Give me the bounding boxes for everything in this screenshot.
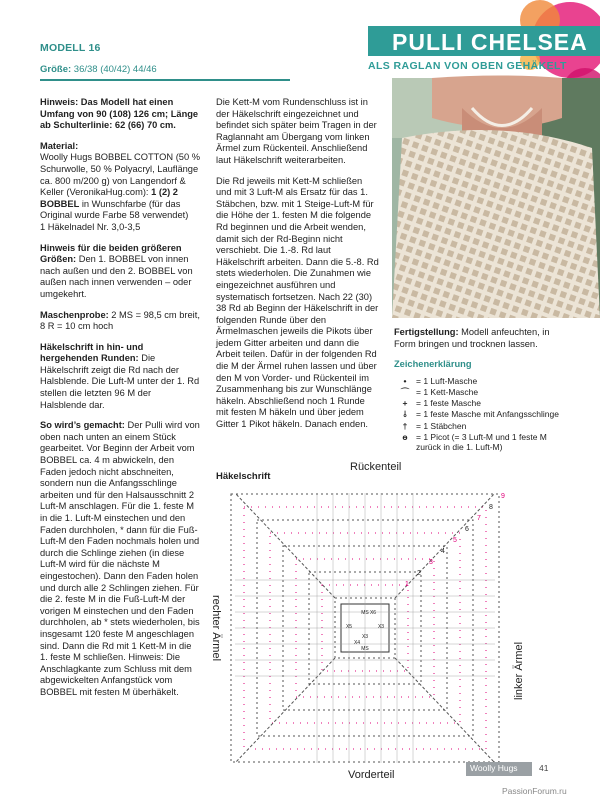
legend-item [394,409,564,419]
chart-center-label: X4 [353,640,361,646]
middle-paragraph-1: Die Kett-M vom Rundenschluss ist in der Häkelschrift eingezeichnet und befindet sich später beim Tragen in der Raglannaht am Übergang vom linken Ärmel zum Rückenteil. Anschließend laut Häkelschrift weiterarbeiten. [216,97,377,165]
chart-center-label: X3 [361,634,369,640]
round-number: 8 [489,504,493,511]
legend-text: = 1 Stäbchen [416,420,467,431]
legend-symbol: † [402,420,408,431]
round-number: 9 [501,493,505,500]
needle-info: 1 Häkelnadel Nr. 3,0-3,5 [40,221,141,232]
instructions-right-column [394,327,564,453]
page-subtitle: ALS RAGLAN VON OBEN GEHÄKELT [368,60,567,72]
gauge-heading: Maschenprobe: [40,309,109,320]
round-number: 1 [405,581,409,588]
rounds-heading: Häkelschrift in hin- und hergehenden Runden: [40,341,144,364]
chart-center-label: X6 [369,610,377,616]
model-photo [392,78,600,318]
footer-brand: Woolly Hugs [470,763,518,773]
chart-center-label: MS [361,646,369,652]
chart-center-label: MS [361,610,369,616]
size-line [40,64,157,75]
legend-symbol: + [402,398,408,409]
legend-item [394,376,564,386]
legend-symbol: ⌒ [400,386,410,397]
how-to-text: Der Pulli wird von oben nach unten an einem Stück gearbeitet. Vor Beginn der Arbeit vom BOBBEL ca. 4 m abwickeln, den Faden jedoch nicht abschneiten, sondern nun die Anfangsschlinge arbeiten und für den Halsausschnitt 2 Luft-M anschlagen. Für die 1. feste M in die 1. Luft-M einstechen und den Faden durchholen, * dann für die Fuß-Luft-M den Faden nochmals holen und durch die Schlinge ziehen (in diese Luft-M wird für die nächste M eingestochen). Dann den Faden holen und durch alle 2 Schlingen ziehen. Für die 2. feste M in die Fuß-Luft-M der vorigen M einstechen und den Faden durchholen, ab * stets wiederholen, bis insgesamt 120 feste M angeschlagen sind. Dann die Rd mit 1 Kett-M in die 1. feste M schließen. Hinweis: Die Anschlagkante zum Schluss mit dem abgewickelten Anfangstück vom BOBBEL mit festen M überhäkelt. [40,420,200,697]
size-values: 36/38 (40/42) 44/46 [71,64,157,75]
legend-item [394,398,564,408]
legend-text: = 1 Picot (= 3 Luft-M und 1 feste M zurück in die 1. Luft-M) [416,431,547,452]
legend-item [394,432,564,452]
round-number: 3 [429,559,433,566]
round-number: 4 [441,548,445,555]
material-amount: 1 (2) 2 BOBBEL [40,187,178,209]
material-text: Woolly Hugs BOBBEL COTTON (50 % Schurwolle, 50 % Polyacryl, Lauflänge ca. 800 m/200 g) von Langendorf & Keller (VeronikaHug.com): [40,152,200,198]
material-color-note: in Wunschfarbe (für das Original wurde Farbe 58 verwendet) [40,198,189,221]
header-rule [40,79,290,81]
legend-list [394,376,564,452]
watermark: PassionForum.ru [502,786,567,796]
legend-text: = 1 feste Masche mit Anfangsschlinge [416,409,559,420]
model-number: MODELL 16 [40,42,101,54]
chart-label-right-sleeve: rechter Ärmel [210,595,222,662]
instructions-middle-column [216,97,379,440]
chart-title: Häkelschrift [216,471,271,482]
rounds-text: Die Häkelschrift zeigt die Rd nach der Halsblende. Die Luft-M unter der 1. Rd stellen die letzten 96 M der Halsblende dar. [40,353,200,410]
legend-title: Zeichenerklärung [394,359,472,370]
legend-symbol: • [403,375,407,386]
middle-paragraph-2: Die Rd jeweils mit Kett-M schließen und mit 3 Luft-M als Ersatz für das 1. Stäbchen, bzw. mit 1 Steige-Luft-M für die Höhe der 1. festen M die folgende Rd beginnen und die Arbeit wenden, damit sich der Rd-Beginn nicht verschiebt. Die 1.-8. Rd laut Häkelschrift arbeiten. Dann die 5.-8. Rd stets wiederholen. Die Zunahmen wie eingezeichnet ausführen und systematisch fortsetzen. Nach 22 (30) 38 Rd ab Beginn der Häkelschrift in der folgenden Runde über den Ärmelmaschen jeweils die Pikots über jedem Gitter arbeiten und dann die Arbeit teilen. Dafür in der folgenden Rd die M der Ärmel ruhen lassen und über den M von Vorder- und Rückenteil im Zusammenhang bis zur Wunschlänge häkeln. Abschließend noch 1 Runde mit festen M häkeln und über jedem Gitter 1 Pikot häkeln. Danach enden. [216,175,379,430]
legend-text: = 1 Kett-Masche [416,386,479,397]
garment-measurements: Hinweis: Das Modell hat einen Umfang von 90 (108) 126 cm; Länge ab Schulterlinie: 62 (66) 70 cm. [40,97,199,131]
crochet-chart [230,478,505,768]
round-number: 7 [477,515,481,522]
round-number: 6 [465,526,469,533]
material-heading: Material: [40,140,79,151]
finish-text: Modell anfeuchten, in Form bringen und trocknen lassen. [394,327,550,349]
gauge-text: 2 MS = 98,5 cm breit, 8 R = 10 cm hoch [40,309,200,332]
chart-label-front: Vorderteil [348,769,395,781]
legend-text: = 1 Luft-Masche [416,375,478,386]
instructions-left-column [40,97,200,708]
legend-symbol: ⫰ [403,409,407,420]
larger-sizes-heading: Hinweis für die beiden größeren Größen: [40,242,182,265]
chart-label-left-sleeve: linker Ärmel [513,641,525,700]
finish-heading: Fertigstellung: [394,327,459,337]
page-number: 41 [539,763,549,773]
larger-sizes-text: Den 1. BOBBEL von innen nach außen und den 2. BOBBEL von außen nach innen verwenden – oder umgekehrt. [40,254,193,299]
chart-label-back: Rückenteil [350,461,402,473]
chart-center-label: X3 [377,624,385,630]
legend-text: = 1 feste Masche [416,398,481,409]
legend-item [394,387,564,397]
round-number: 2 [417,570,421,577]
page-title: PULLI CHELSEA [392,29,588,55]
legend-item [394,421,564,431]
size-label: Größe: [40,64,72,75]
how-to-heading: So wird’s gemacht: [40,420,125,431]
legend-symbol: ɵ [402,431,408,442]
chart-center-label: X5 [345,624,353,630]
round-number: 5 [453,537,457,544]
